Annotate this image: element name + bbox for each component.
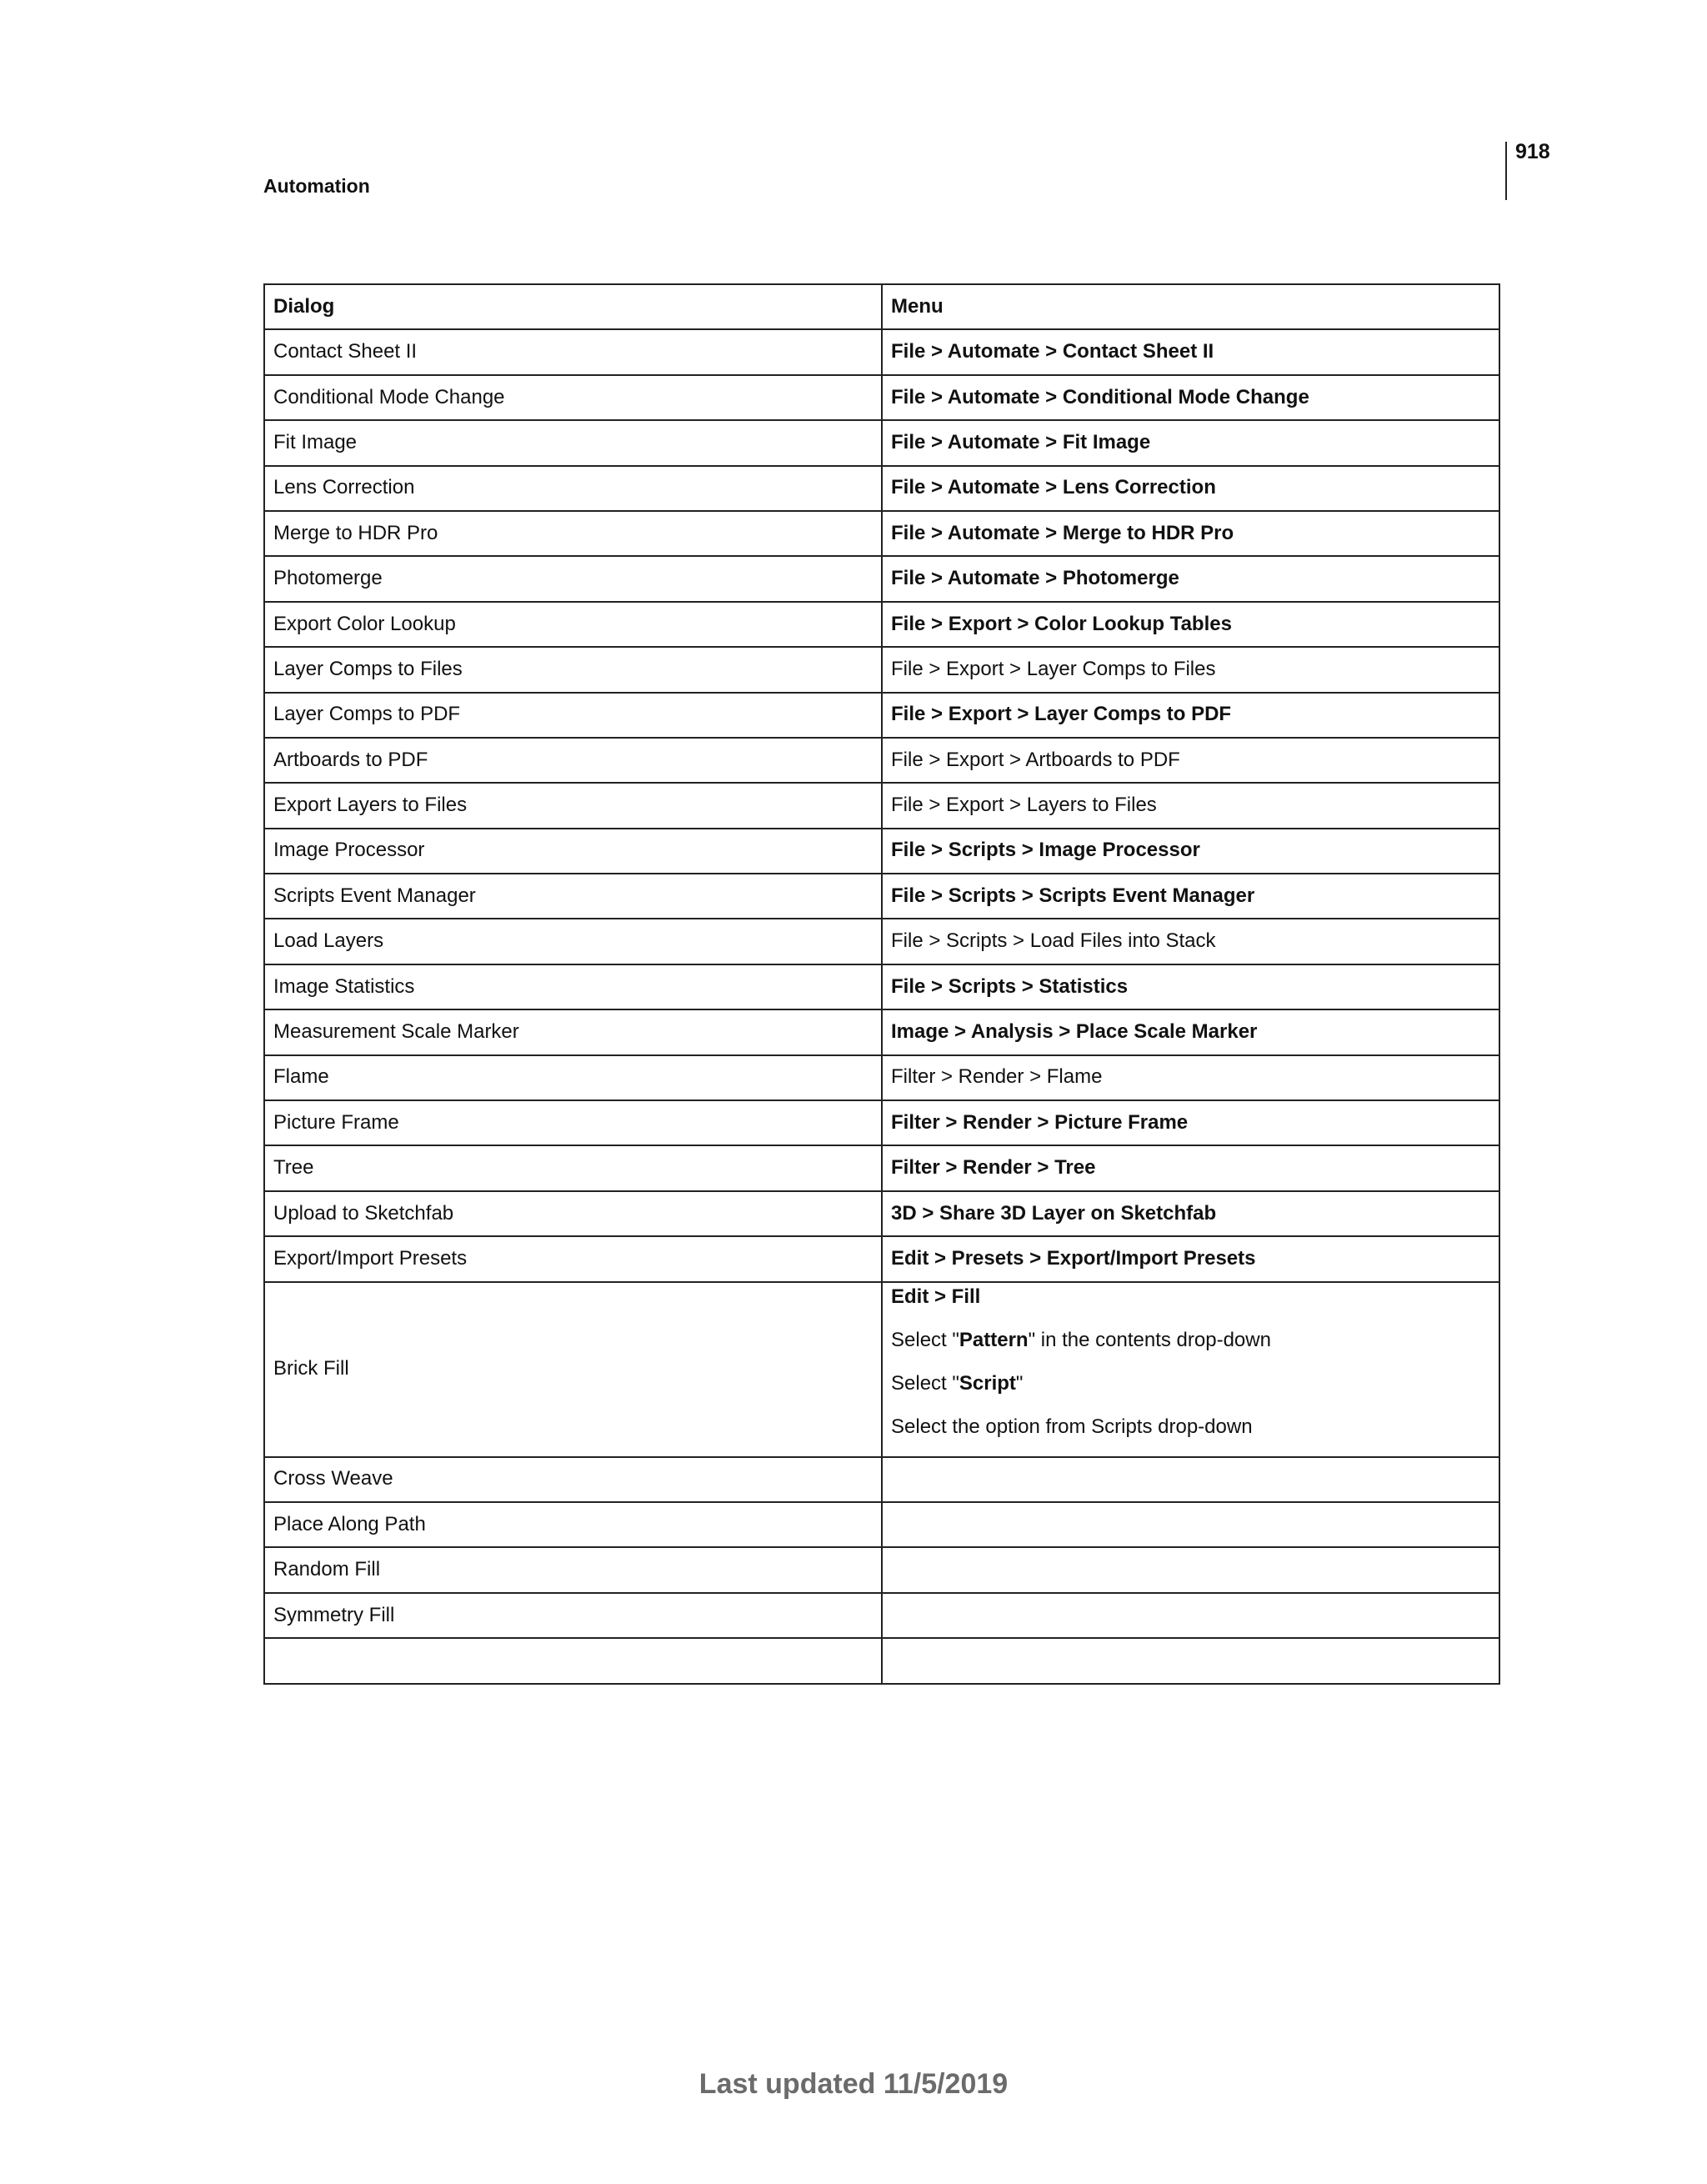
dialog-cell: Cross Weave [264,1457,882,1502]
menu-cell: File > Export > Artboards to PDF [882,738,1499,783]
table-row [264,466,1499,511]
menu-cell: File > Scripts > Scripts Event Manager [882,874,1499,919]
table-row [264,1236,1499,1281]
table-row [264,1145,1499,1190]
menu-cell: Filter > Render > Picture Frame [882,1100,1499,1145]
table-row [264,1457,1499,1502]
dialog-menu-table [263,283,1500,1685]
menu-line-select-pattern [891,1326,1490,1370]
table-row [264,919,1499,964]
table-row-brick-fill [264,1282,1499,1457]
table-row [264,1502,1499,1547]
menu-cell-multiline [882,1282,1499,1457]
dialog-cell: Photomerge [264,556,882,601]
dialog-cell: Tree [264,1145,882,1190]
dialog-cell: Image Statistics [264,964,882,1009]
menu-cell: File > Automate > Fit Image [882,420,1499,465]
menu-cell: File > Automate > Photomerge [882,556,1499,601]
menu-cell: File > Export > Layer Comps to PDF [882,693,1499,738]
menu-cell: Filter > Render > Flame [882,1055,1499,1100]
line-text-bold: Pattern [959,1328,1029,1351]
menu-cell [882,1593,1499,1638]
dialog-cell: Contact Sheet II [264,329,882,374]
table-row [264,783,1499,828]
table-row [264,329,1499,374]
menu-cell: File > Scripts > Load Files into Stack [882,919,1499,964]
table-row [264,1547,1499,1592]
dialog-cell: Brick Fill [264,1282,882,1457]
line-text-bold: Script [959,1371,1016,1395]
dialog-cell: Export Layers to Files [264,783,882,828]
line-text-suffix: " [1015,1371,1024,1395]
line-text-suffix: " in the contents drop-down [1028,1328,1271,1351]
dialog-cell: Artboards to PDF [264,738,882,783]
menu-line-select-script [891,1370,1490,1413]
dialog-cell: Lens Correction [264,466,882,511]
dialog-cell: Flame [264,1055,882,1100]
line-text-prefix: Select " [891,1371,959,1395]
table-row [264,829,1499,874]
dialog-cell: Image Processor [264,829,882,874]
table-row [264,874,1499,919]
menu-cell [882,1547,1499,1592]
menu-cell: File > Automate > Lens Correction [882,466,1499,511]
dialog-cell: Layer Comps to Files [264,647,882,692]
dialog-cell: Symmetry Fill [264,1593,882,1638]
table-row [264,738,1499,783]
menu-cell: File > Scripts > Image Processor [882,829,1499,874]
menu-line-edit-fill: Edit > Fill [891,1285,981,1308]
dialog-cell: Export/Import Presets [264,1236,882,1281]
page-number: 918 [1515,140,1550,163]
menu-cell: File > Export > Color Lookup Tables [882,602,1499,647]
dialog-cell: Export Color Lookup [264,602,882,647]
menu-cell: File > Automate > Conditional Mode Change [882,375,1499,420]
menu-cell: 3D > Share 3D Layer on Sketchfab [882,1191,1499,1236]
table-row [264,647,1499,692]
dialog-cell: Scripts Event Manager [264,874,882,919]
table-row [264,693,1499,738]
table-header-row [264,284,1499,329]
menu-cell: Image > Analysis > Place Scale Marker [882,1009,1499,1054]
dialog-cell: Place Along Path [264,1502,882,1547]
dialog-column-header: Dialog [264,284,882,329]
menu-cell: File > Export > Layer Comps to Files [882,647,1499,692]
dialog-cell: Upload to Sketchfab [264,1191,882,1236]
table-row [264,511,1499,556]
dialog-cell: Merge to HDR Pro [264,511,882,556]
menu-column-header: Menu [882,284,1499,329]
table-row [264,1191,1499,1236]
table-row [264,1100,1499,1145]
table-row [264,602,1499,647]
menu-cell: File > Scripts > Statistics [882,964,1499,1009]
menu-cell: Edit > Presets > Export/Import Presets [882,1236,1499,1281]
menu-cell: File > Automate > Merge to HDR Pro [882,511,1499,556]
table-row-empty [264,1638,1499,1683]
menu-line-select-option: Select the option from Scripts drop-down [891,1415,1253,1438]
menu-cell [882,1457,1499,1502]
table-row [264,1009,1499,1054]
dialog-cell: Measurement Scale Marker [264,1009,882,1054]
section-title: Automation [263,175,370,197]
table-row [264,375,1499,420]
menu-cell: Filter > Render > Tree [882,1145,1499,1190]
line-text-prefix: Select " [891,1328,959,1351]
header-divider [1505,142,1507,200]
menu-cell [882,1638,1499,1683]
table-row [264,556,1499,601]
menu-cell [882,1502,1499,1547]
dialog-cell: Fit Image [264,420,882,465]
menu-cell: File > Automate > Contact Sheet II [882,329,1499,374]
menu-cell: File > Export > Layers to Files [882,783,1499,828]
dialog-cell: Picture Frame [264,1100,882,1145]
dialog-cell: Layer Comps to PDF [264,693,882,738]
table-row [264,1055,1499,1100]
table-row [264,420,1499,465]
dialog-cell: Conditional Mode Change [264,375,882,420]
dialog-cell [264,1638,882,1683]
last-updated-footer: Last updated 11/5/2019 [698,2068,1009,2100]
dialog-cell: Load Layers [264,919,882,964]
table-row [264,964,1499,1009]
dialog-cell: Random Fill [264,1547,882,1592]
table-row [264,1593,1499,1638]
